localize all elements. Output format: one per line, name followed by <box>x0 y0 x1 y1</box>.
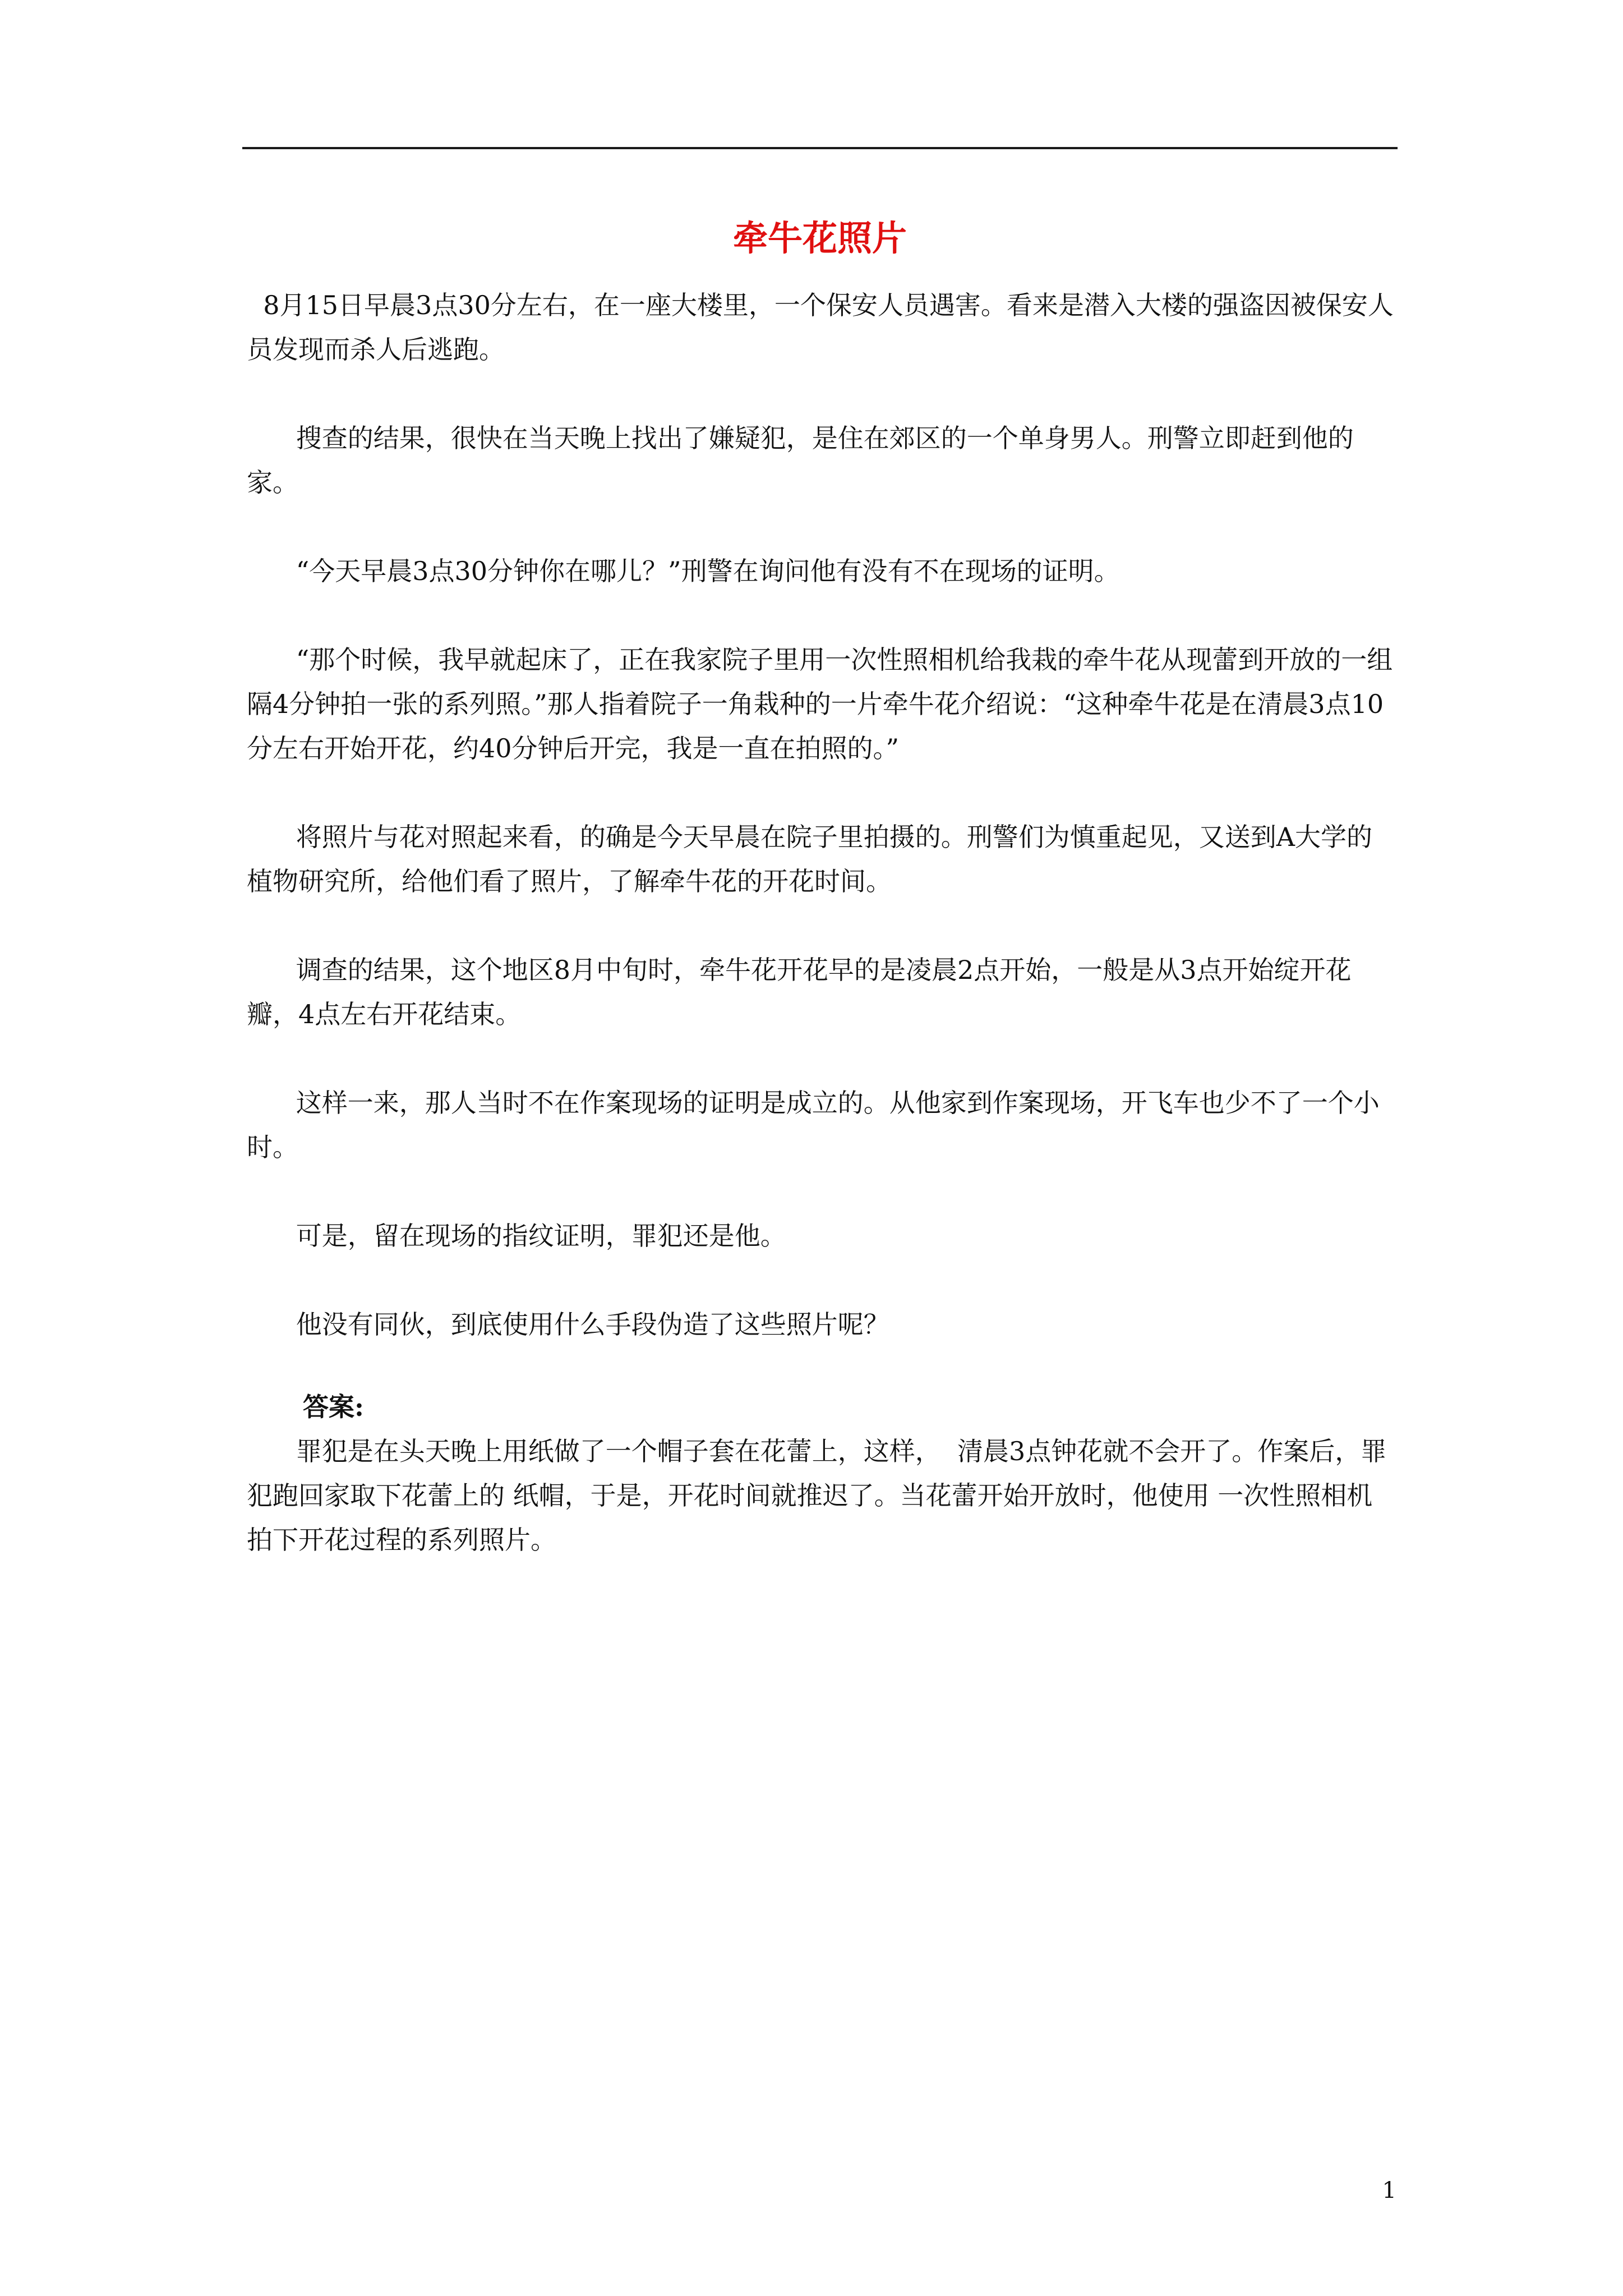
paragraph-8: 可是，留在现场的指纹证明，罪犯还是他。 <box>247 1221 786 1251</box>
page-number: 1 <box>1382 2178 1396 2203</box>
paragraph-7: 这样一来，那人当时不在作案现场的证明是成立的。从他家到作案现场，开飞车也少不了一个小时。 <box>247 1088 1380 1162</box>
document-body <box>247 283 1396 1562</box>
paragraph-1: 8月15日早晨3点30分左右，在一座大楼里，一个保安人员遇害。看来是潜入大楼的强盗因被保安人员发现而杀人后逃跑。 <box>247 290 1394 365</box>
answer-text: 罪犯是在头天晚上用纸做了一个帽子套在花蕾上，这样， 清晨3点钟花就不会开了。作案后，罪犯跑回家取下花蕾上的 纸帽，于是，开花时间就推迟了。当花蕾开始开放时，他使用 一次性照相机拍下开花过程的系列照片。 <box>247 1436 1387 1555</box>
paragraph-6: 调查的结果，这个地区8月中旬时，牵牛花开花早的是凌晨2点开始，一般是从3点开始绽开花瓣，4点左右开花结束。 <box>247 955 1352 1029</box>
paragraph-5: 将照片与花对照起来看，的确是今天早晨在院子里拍摄的。刑警们为慎重起见，又送到A大学的植物研究所，给他们看了照片，了解牵牛花的开花时间。 <box>247 822 1372 896</box>
paragraph-4: “那个时候，我早就起床了，正在我家院子里用一次性照相机给我栽的牵牛花从现蕾到开放的一组隔4分钟拍一张的系列照。”那人指着院子一角栽种的一片牵牛花介绍说：“这种牵牛花是在清晨3点10分左右开始开花，约40分钟后开完，我是一直在拍照的。” <box>247 645 1393 763</box>
paragraph-3: “今天早晨3点30分钟你在哪儿？”刑警在询问他有没有不在现场的证明。 <box>247 556 1120 586</box>
header-rule <box>242 147 1398 149</box>
paragraph-9: 他没有同伙，到底使用什么手段伪造了这些照片呢？ <box>247 1309 889 1340</box>
paragraph-2: 搜查的结果，很快在当天晚上找出了嫌疑犯，是住在郊区的一个单身男人。刑警立即赶到他的家。 <box>247 423 1354 498</box>
document-title: 牵牛花照片 <box>732 218 907 259</box>
answer-label: 答案: <box>303 1392 364 1422</box>
